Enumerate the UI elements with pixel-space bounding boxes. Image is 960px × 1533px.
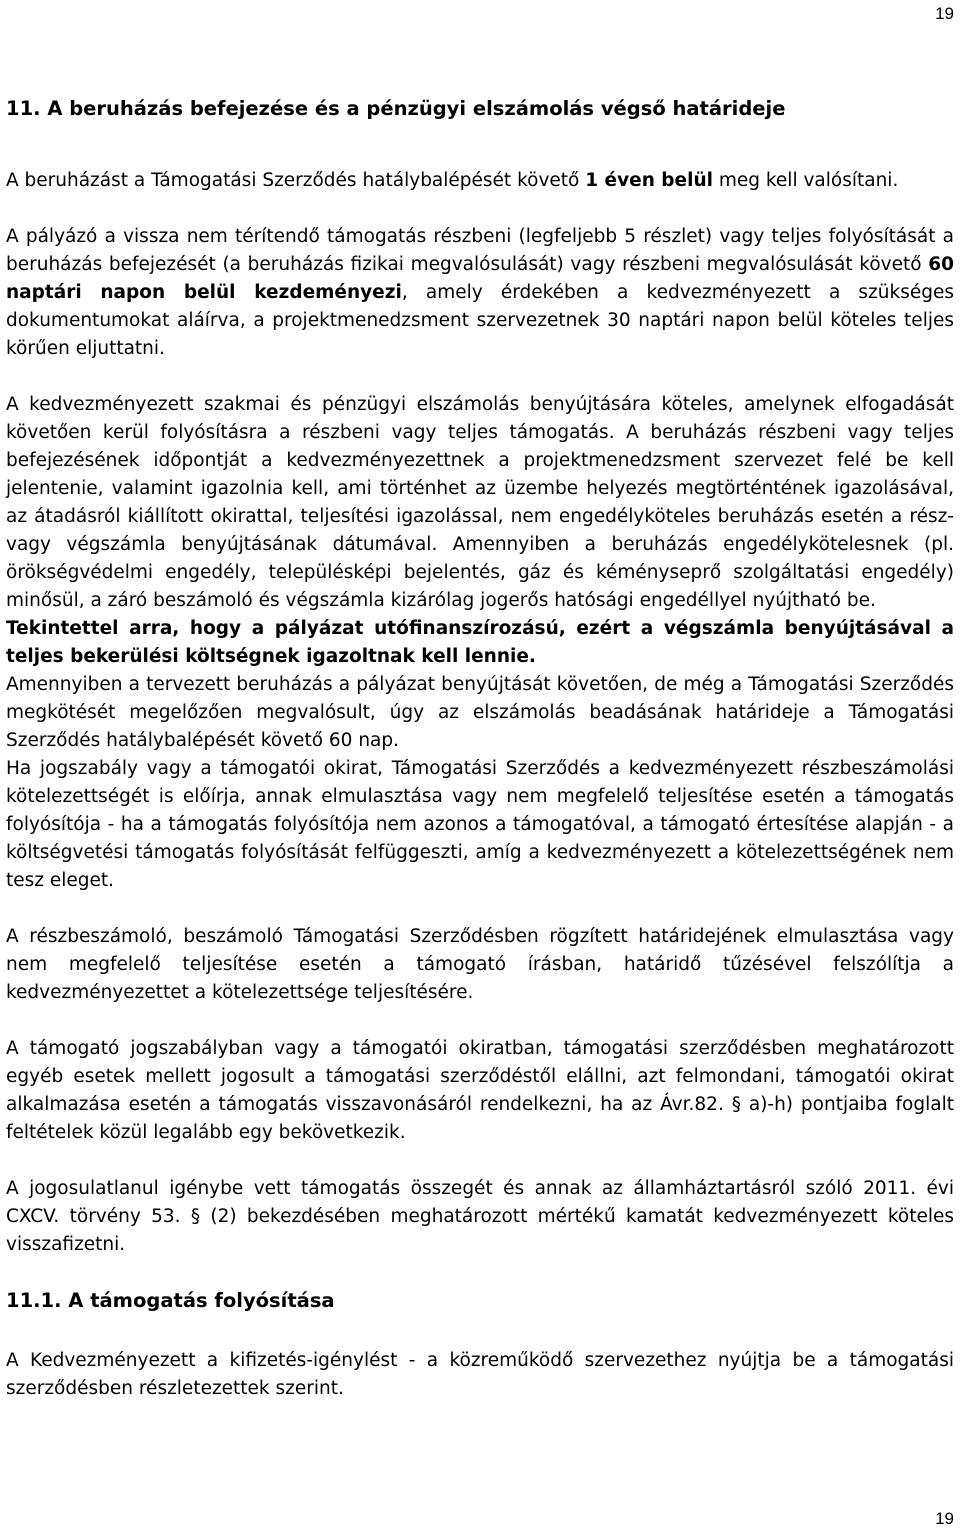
paragraph-postfinancing: Tekintettel arra, hogy a pályázat utófinanszírozású, ezért a végszámla benyújtásával a teljes bekerülési költségnek igazoltnak kell lennie. — [6, 618, 954, 667]
paragraph-deadline — [6, 167, 954, 195]
subsection-title: 11.1. A támogatás folyósítása — [6, 1289, 335, 1312]
text-span: A pályázó a vissza nem térítendő támogatás részbeni (legfeljebb 5 részlet) vagy teljes folyósítását a beruházás befejezését (a beruházás fizikai megvalósulását) vagy részbeni megvalósulását követő — [6, 226, 954, 275]
text-span: , amely érdekében a kedvezményezett a szükséges dokumentumokat aláírva, a projektmenedzsment szervezetnek 30 naptári napon belül köteles teljes körűen eljuttatni. — [6, 282, 954, 359]
paragraph-disbursement — [6, 223, 954, 363]
paragraph-early-realization: Amennyiben a tervezett beruházás a pályázat benyújtását követően, de még a Támogatási Szerződés megkötését megelőzően megvalósult, úgy az elszámolás beadásának határideje a Támogatási Szerződés hatálybalépését követő 60 nap. — [6, 674, 954, 751]
bold-span: 1 éven belül — [585, 170, 713, 191]
paragraph-repayment: A jogosulatlanul igénybe vett támogatás összegét és annak az államháztartásról szóló 2011. évi CXCV. törvény 53. § (2) bekezdésében meghatározott mértékű kamatát kedvezményezett köteles visszafizetni. — [6, 1178, 954, 1255]
paragraph-settlement: A kedvezményezett szakmai és pénzügyi elszámolás benyújtására köteles, amelynek elfogadását követően kerül folyósításra a részbeni vagy teljes támogatás. A beruházás részbeni vagy teljes befejezésének időpontját a kedvezményezettnek a projektmenedzsment szervezet felé be kell jelentenie, valamint igazolnia kell, ami történhet az üzembe helyezés megtörténtének igazolásával, az átadásról kiállított okirattal, teljesítési igazolással, nem engedélyköteles beruházás esetén a rész- vagy végszámla benyújtásának dátumával. Amennyiben a beruházás engedélykötelesnek (pl. örökségvédelmi engedély, településképi bejelentés, gáz és kéményseprő szolgáltatási engedély) minősül, a záró beszámoló és végszámla kizárólag jogerős hatósági engedéllyel nyújtható be. — [6, 394, 954, 611]
page-number-bottom: 19 — [935, 1509, 954, 1528]
bold-span: 60 naptári napon belül kezdeményezi — [6, 254, 954, 303]
document-body — [6, 95, 954, 1403]
section-title: 11. A beruházás befejezése és a pénzügyi elszámolás végső határideje — [6, 97, 786, 120]
paragraph-notice: A részbeszámoló, beszámoló Támogatási Szerződésben rögzített határidejének elmulasztása vagy nem megfelelő teljesítése esetén a támogató írásban, határidő tűzésével felszólítja a kedvezményezettet a kötelezettsége teljesítésére. — [6, 926, 954, 1003]
paragraph-withdrawal: A támogató jogszabályban vagy a támogatói okiratban, támogatási szerződésben meghatározott egyéb esetek mellett jogosult a támogatási szerződéstől elállni, azt felmondani, támogatói okirat alkalmazása esetén a támogatás visszavonásáról rendelkezni, ha az Ávr.82. § a)-h) pontjaiba foglalt feltételek közül legalább egy bekövetkezik. — [6, 1038, 954, 1143]
text-span: meg kell valósítani. — [712, 170, 899, 191]
paragraph-claim: A Kedvezményezett a kifizetés-igénylést - a közreműködő szervezethez nyújtja be a támogatási szerződésben részletezettek szerint. — [6, 1350, 954, 1399]
text-span: A beruházást a Támogatási Szerződés hatálybalépését követő — [6, 170, 586, 191]
page-number-top: 19 — [935, 4, 954, 23]
paragraph-suspension: Ha jogszabály vagy a támogatói okirat, Támogatási Szerződés a kedvezményezett részbeszámolási kötelezettségét is előírja, annak elmulasztása vagy nem megfelelő teljesítése esetén a támogatás folyósítója - ha a támogatás folyósítója nem azonos a támogatóval, a támogató értesítése alapján - a költségvetési támogatás folyósítását felfüggeszti, amíg a kedvezményezett a kötelezettségének nem tesz eleget. — [6, 758, 954, 891]
